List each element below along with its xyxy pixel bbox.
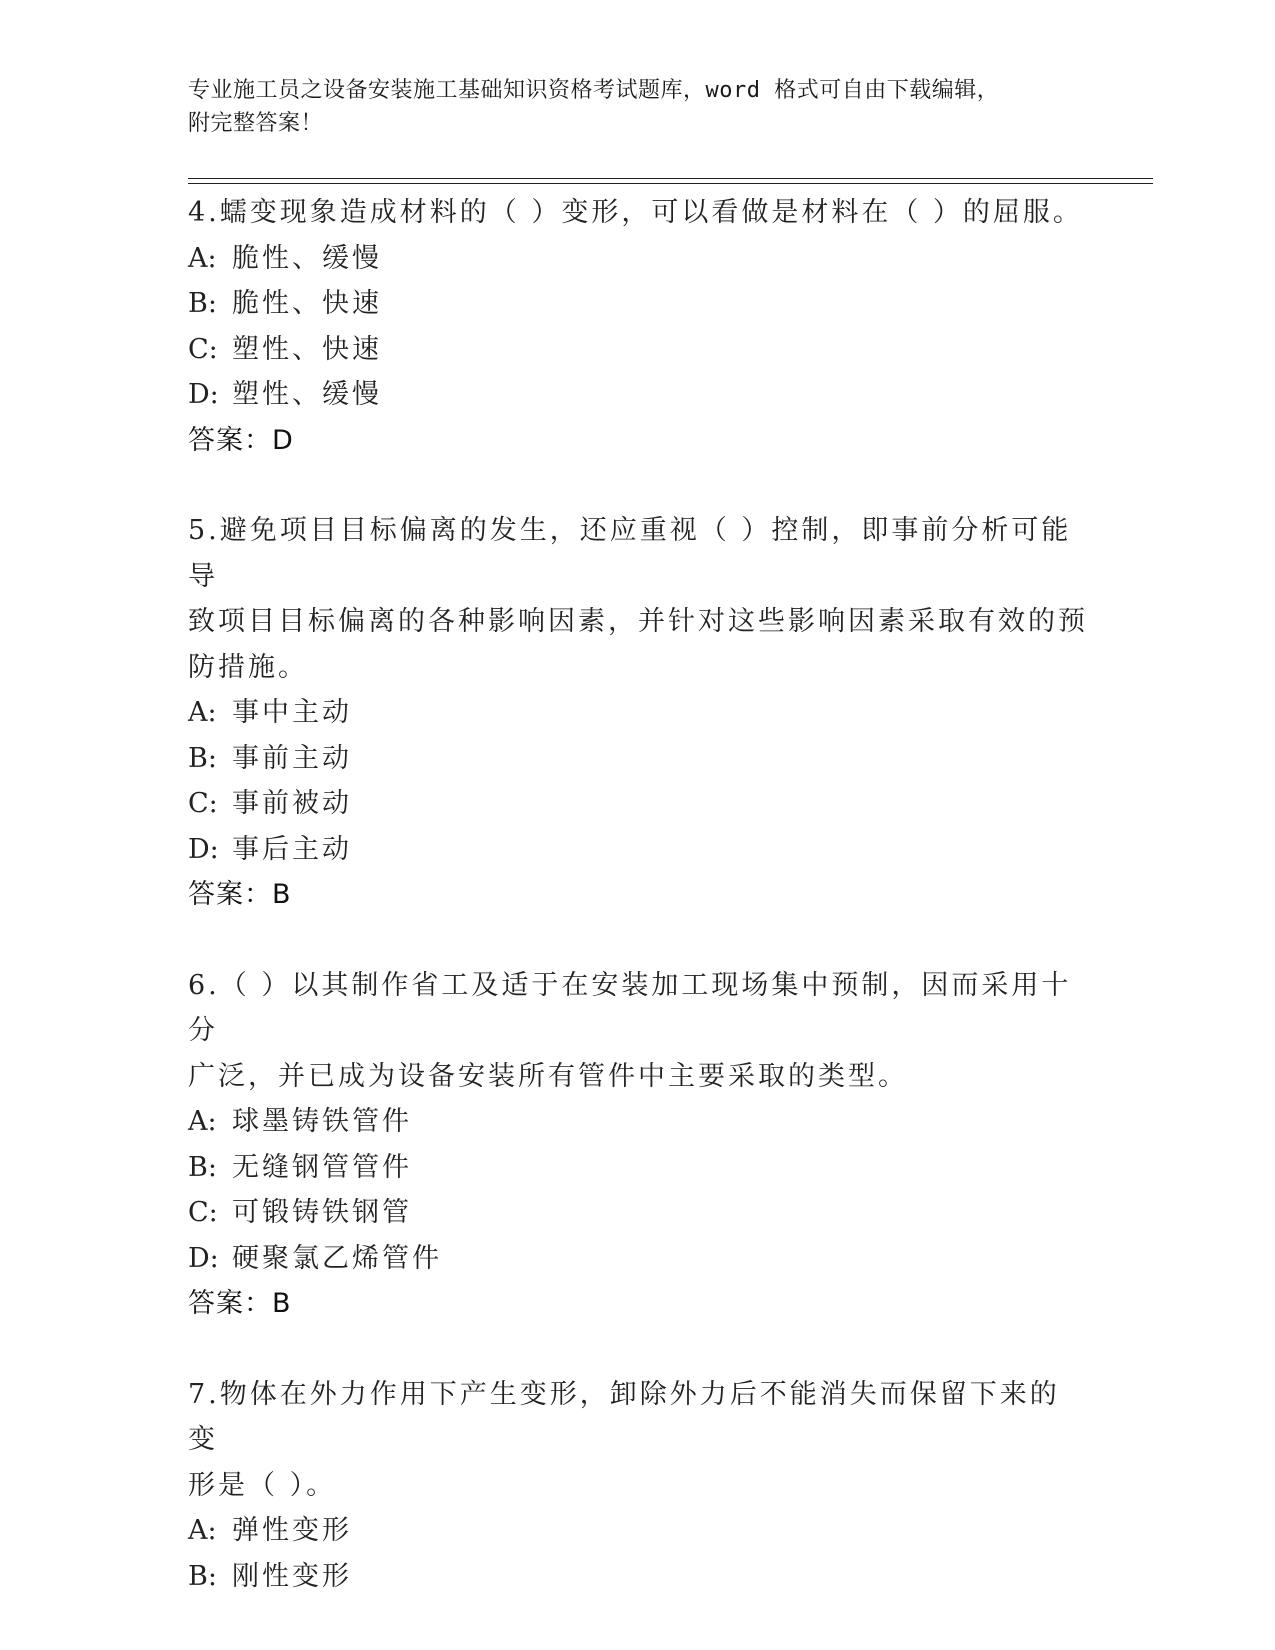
option-letter: A: <box>188 242 217 274</box>
answer-line: 答案：B <box>188 879 292 910</box>
header-divider-top <box>188 178 1153 179</box>
option-a <box>188 236 1088 282</box>
question-block <box>188 508 1088 918</box>
option-b <box>188 1554 1088 1600</box>
option-text: 刚性变形 <box>232 1560 352 1592</box>
option-b <box>188 1145 1088 1191</box>
question-list <box>188 190 1088 1599</box>
header-divider-bottom <box>188 183 1153 184</box>
option-d <box>188 1236 1088 1282</box>
option-letter: A: <box>188 697 217 728</box>
option-c <box>188 781 1088 827</box>
option-text: 弹性变形 <box>232 1515 352 1546</box>
option-letter: C: <box>188 788 218 819</box>
option-text: 脆性、快速 <box>232 288 382 319</box>
option-text: 可锻铸铁钢管 <box>232 1197 412 1228</box>
option-a <box>188 1508 1088 1554</box>
question-block <box>188 963 1088 1327</box>
option-letter: D: <box>188 833 219 865</box>
option-letter: D: <box>188 1242 219 1274</box>
question-block <box>188 190 1088 463</box>
option-letter: A: <box>188 1106 217 1137</box>
spacer <box>188 918 1088 963</box>
question-block <box>188 1372 1088 1600</box>
answer-line: 答案：D <box>188 424 294 456</box>
spacer <box>188 463 1088 508</box>
question-text-line: 广泛，并已成为设备安装所有管件中主要采取的类型。 <box>188 1060 908 1092</box>
option-text: 事中主动 <box>232 697 352 728</box>
option-text: 无缝钢管管件 <box>232 1151 412 1183</box>
option-text: 塑性、快速 <box>232 333 382 365</box>
option-letter: B: <box>188 288 217 319</box>
option-b <box>188 281 1088 327</box>
option-letter: B: <box>188 1560 217 1592</box>
question-text-line: 7.物体在外力作用下产生变形，卸除外力后不能消失而保留下来的变 <box>188 1378 1060 1455</box>
option-c <box>188 1190 1088 1236</box>
question-text-line: 5.避免项目目标偏离的发生，还应重视（ ）控制，即事前分析可能导 <box>188 515 1072 592</box>
question-text-line: 致项目目标偏离的各种影响因素，并针对这些影响因素采取有效的预 <box>188 606 1088 637</box>
header-line-1: 专业施工员之设备安装施工基础知识资格考试题库，word 格式可自由下载编辑， <box>188 78 1000 103</box>
question-text-line: 6.（ ）以其制作省工及适于在安装加工现场集中预制，因而采用十分 <box>188 969 1072 1046</box>
header-line-2: 附完整答案！ <box>188 111 324 136</box>
option-b <box>188 736 1088 782</box>
option-d <box>188 827 1088 873</box>
answer-line: 答案：B <box>188 1288 292 1319</box>
option-text: 事后主动 <box>232 833 352 865</box>
option-text: 硬聚氯乙烯管件 <box>232 1242 442 1274</box>
option-letter: C: <box>188 333 218 365</box>
option-text: 球墨铸铁管件 <box>232 1106 412 1137</box>
option-text: 事前被动 <box>232 788 352 819</box>
document-header <box>188 74 1088 140</box>
option-text: 事前主动 <box>232 742 352 774</box>
option-letter: D: <box>188 379 219 410</box>
option-letter: C: <box>188 1197 218 1228</box>
question-text-line: 4.蠕变现象造成材料的（ ）变形，可以看做是材料在（ ）的屈服。 <box>188 197 1083 228</box>
question-text-line: 防措施。 <box>188 651 308 683</box>
option-letter: B: <box>188 1151 217 1183</box>
option-text: 塑性、缓慢 <box>232 379 382 410</box>
option-letter: A: <box>188 1515 217 1546</box>
option-text: 脆性、缓慢 <box>232 242 382 274</box>
question-text-line: 形是（ ）。 <box>188 1469 337 1501</box>
option-d <box>188 372 1088 418</box>
spacer <box>188 1327 1088 1372</box>
option-c <box>188 327 1088 373</box>
option-a <box>188 690 1088 736</box>
option-a <box>188 1099 1088 1145</box>
option-letter: B: <box>188 742 217 774</box>
